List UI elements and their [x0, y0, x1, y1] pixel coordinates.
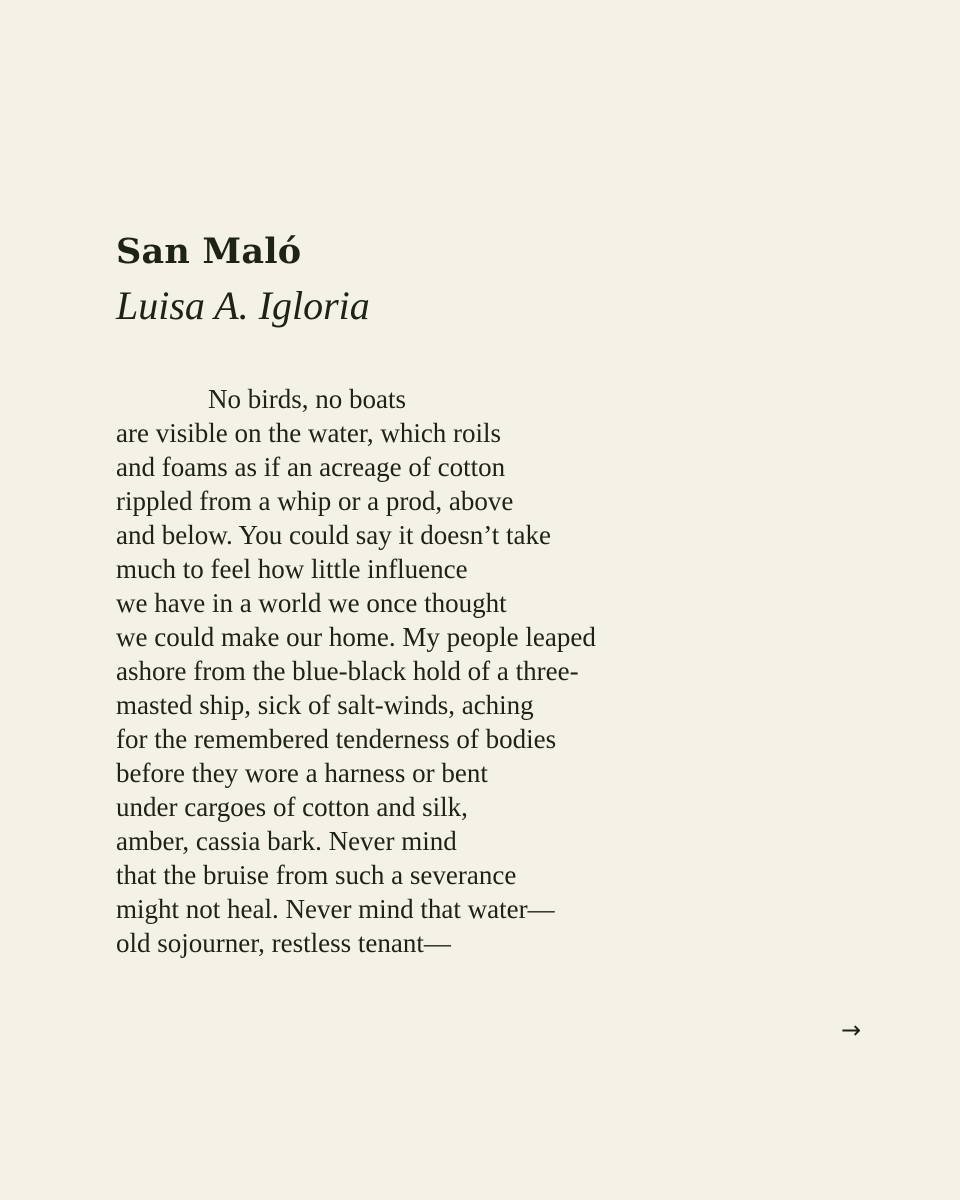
- poem-line: for the remembered tenderness of bodies: [116, 724, 557, 754]
- poem-line: masted ship, sick of salt-winds, aching: [116, 690, 534, 720]
- poem-line: before they wore a harness or bent: [116, 758, 488, 788]
- poem-line: under cargoes of cotton and silk,: [116, 792, 468, 822]
- poem-line: No birds, no boats: [208, 384, 406, 414]
- poem-line: ashore from the blue-black hold of a three-: [116, 656, 579, 686]
- poem-line: might not heal. Never mind that water—: [116, 894, 555, 924]
- poem-line: old sojourner, restless tenant—: [116, 928, 451, 958]
- poem-page: [116, 228, 896, 960]
- poem-line: are visible on the water, which roils: [116, 418, 502, 448]
- poem-line: much to feel how little influence: [116, 554, 468, 584]
- poem-line: and below. You could say it doesn’t take: [116, 520, 551, 550]
- poem-line: rippled from a whip or a prod, above: [116, 486, 514, 516]
- poem-author: Luisa A. Igloria: [116, 283, 370, 328]
- poem-line: amber, cassia bark. Never mind: [116, 826, 457, 856]
- poem-title: San Maló: [116, 231, 302, 272]
- poem-line: we have in a world we once thought: [116, 588, 507, 618]
- poem-body: [116, 382, 896, 960]
- poem-line: we could make our home. My people leaped: [116, 622, 596, 652]
- right-arrow-icon[interactable]: →: [840, 1016, 862, 1044]
- poem-line: and foams as if an acreage of cotton: [116, 452, 506, 482]
- poem-line: that the bruise from such a severance: [116, 860, 517, 890]
